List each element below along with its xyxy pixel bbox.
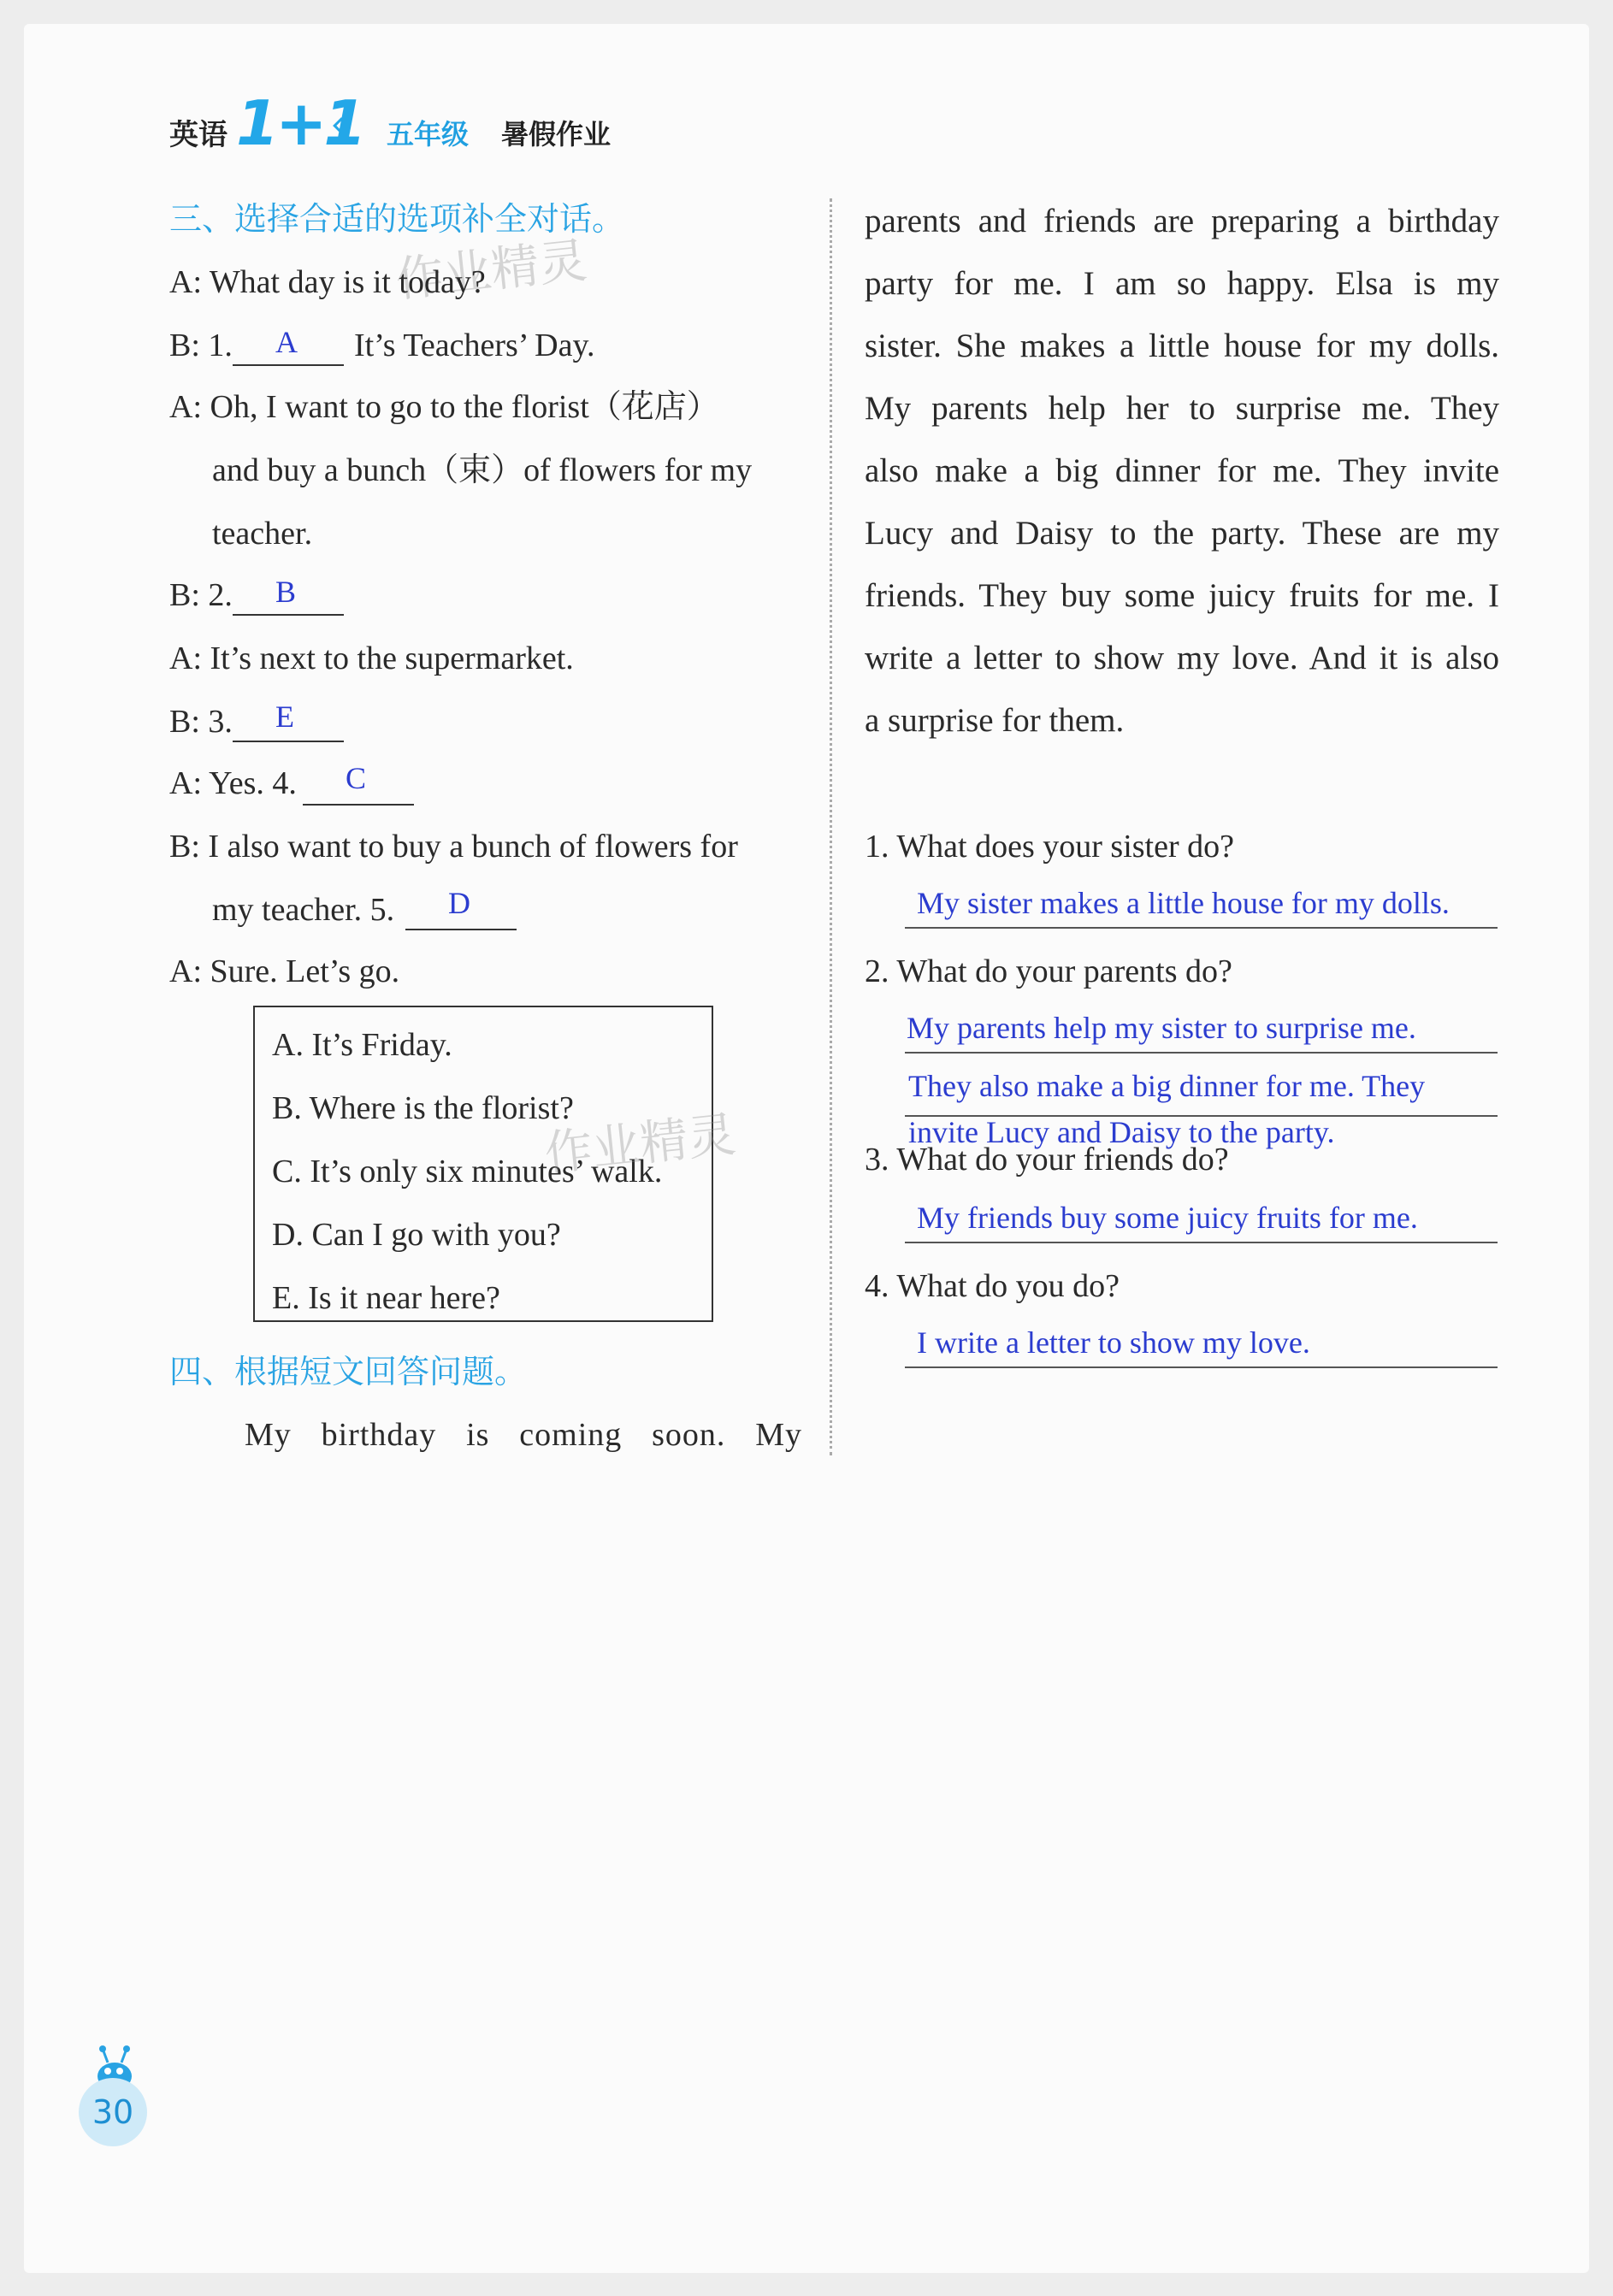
question-2: 2. What do your parents do? xyxy=(865,953,1232,989)
answer-3: E xyxy=(275,699,294,734)
option-d: D. Can I go with you? xyxy=(272,1217,561,1253)
passage-line-8: write a letter to show my love. And it is also xyxy=(865,640,1499,676)
page-number: 30 xyxy=(79,2078,147,2146)
passage-line-6: Lucy and Daisy to the party. These are my xyxy=(865,515,1499,552)
option-c: C. It’s only six minutes’ walk. xyxy=(272,1154,663,1189)
page-number-badge xyxy=(79,2044,151,2146)
answer-5: D xyxy=(448,886,470,920)
dialog-line-12: A: Sure. Let’s go. xyxy=(169,953,400,989)
dialog-line-3: A: Oh, I want to go to the florist（花店） xyxy=(169,389,719,425)
dialog-line-2: B: 1. xyxy=(169,328,233,363)
question-1-answer-line xyxy=(905,927,1498,929)
passage-start: My birthday is coming soon. My xyxy=(245,1417,802,1453)
question-3-answer: My friends buy some juicy fruits for me. xyxy=(917,1201,1418,1235)
watermark-2: 作业精灵 xyxy=(541,1107,739,1183)
option-e: E. Is it near here? xyxy=(272,1280,500,1316)
dialog-line-2b: It’s Teachers’ Day. xyxy=(354,328,595,363)
question-1-answer: My sister makes a little house for my dolls. xyxy=(917,886,1450,920)
passage-line-9: a surprise for them. xyxy=(865,702,1125,739)
dialog-line-6: B: 2. xyxy=(169,577,233,613)
passage-line-7: friends. They buy some juicy fruits for me. I xyxy=(865,577,1499,614)
header-logo: 1+1 xyxy=(236,87,363,159)
watermark: 作业精灵 xyxy=(393,233,590,309)
answer-blank-4 xyxy=(303,804,414,806)
answer-1: A xyxy=(275,325,298,359)
header-subject: 英语 xyxy=(169,118,227,152)
header-title: 暑假作业 xyxy=(501,118,612,151)
dialog-line-4: and buy a bunch（束）of flowers for my xyxy=(212,452,753,488)
passage xyxy=(865,190,1499,752)
question-4-answer-line xyxy=(905,1366,1498,1368)
question-2-answer-2: They also make a big dinner for me. They xyxy=(908,1069,1426,1103)
question-2-answer-line-1 xyxy=(905,1052,1498,1054)
section-3-title: 三、选择合适的选项补全对话。 xyxy=(169,200,625,238)
question-4: 4. What do you do? xyxy=(865,1268,1120,1304)
question-1: 1. What does your sister do? xyxy=(865,829,1234,865)
question-2-answer-1: My parents help my sister to surprise me. xyxy=(907,1011,1416,1045)
dialog-line-10: B: I also want to buy a bunch of flowers for xyxy=(169,829,738,865)
option-a: A. It’s Friday. xyxy=(272,1027,452,1063)
section-4-title: 四、根据短文回答问题。 xyxy=(169,1353,528,1390)
question-3-answer-line xyxy=(905,1242,1498,1243)
dialog-line-8: B: 3. xyxy=(169,704,233,740)
dialog-line-7: A: It’s next to the supermarket. xyxy=(169,640,574,676)
answer-2: B xyxy=(275,575,297,609)
answer-blank-5 xyxy=(405,929,517,930)
dialog-line-1: A: What day is it today? xyxy=(169,264,486,300)
passage-line-1: parents and friends are preparing a birthday xyxy=(865,203,1499,239)
passage-line-2: party for me. I am so happy. Elsa is my xyxy=(865,265,1499,302)
header-grade: 五年级 xyxy=(387,118,470,151)
answer-blank-2 xyxy=(233,614,344,616)
column-divider xyxy=(830,198,832,1455)
option-b: B. Where is the florist? xyxy=(272,1090,574,1126)
question-4-answer: I write a letter to show my love. xyxy=(917,1325,1310,1360)
answer-blank-3 xyxy=(233,741,344,742)
dialog-line-5: teacher. xyxy=(212,516,313,552)
passage-line-4: My parents help her to surprise me. They xyxy=(865,390,1499,427)
passage-line-5: also make a big dinner for me. They invite xyxy=(865,452,1499,489)
dialog-line-9: A: Yes. 4. xyxy=(169,765,297,801)
passage-line-3: sister. She makes a little house for my dolls. xyxy=(865,328,1499,364)
dialog-line-11: my teacher. 5. xyxy=(212,892,395,928)
question-2-answer-3: invite Lucy and Daisy to the party. xyxy=(908,1115,1335,1149)
question-3: 3. What do your friends do? xyxy=(865,1142,1229,1178)
answer-blank-1 xyxy=(233,364,344,366)
answer-4: C xyxy=(346,761,367,795)
